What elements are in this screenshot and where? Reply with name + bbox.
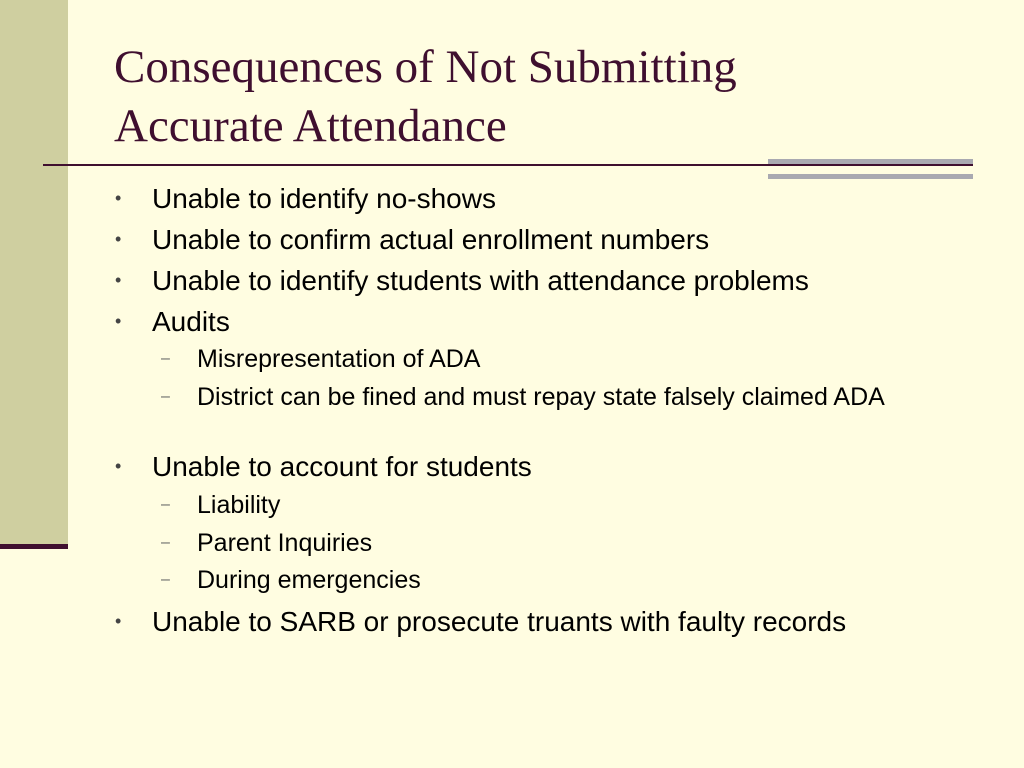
sub-bullet-item bbox=[161, 565, 897, 595]
bullet-text: Unable to identify students with attendance problems bbox=[152, 265, 809, 296]
dash-marker: – bbox=[161, 350, 170, 367]
sub-bullet-text: Parent Inquiries bbox=[197, 529, 373, 557]
bullet-text: Unable to SARB or prosecute truants with faulty records bbox=[152, 606, 847, 637]
dash-marker: – bbox=[161, 496, 170, 513]
bullet-marker: • bbox=[115, 611, 122, 631]
bullet-text: Unable to account for students bbox=[152, 451, 532, 482]
slide-title-line-1: Consequences of Not Submitting bbox=[114, 41, 737, 93]
dash-marker: – bbox=[161, 388, 170, 405]
sub-bullet-text: District can be fined and must repay state falsely claimed ADA bbox=[197, 383, 885, 411]
bullet-marker: • bbox=[115, 456, 122, 476]
bullet-marker: • bbox=[115, 188, 122, 208]
sub-bullet-item bbox=[161, 344, 897, 374]
dash-marker: – bbox=[161, 571, 170, 588]
sub-bullet-item bbox=[161, 382, 897, 412]
slide-title-line-2: Accurate Attendance bbox=[114, 100, 507, 152]
bullet-item bbox=[115, 264, 972, 297]
bullet-marker: • bbox=[115, 229, 122, 249]
bullet-marker: • bbox=[115, 311, 122, 331]
bullet-item bbox=[115, 605, 972, 638]
bullet-text: Unable to identify no-shows bbox=[152, 183, 496, 214]
bullet-text: Unable to confirm actual enrollment numbers bbox=[152, 224, 710, 255]
sub-bullet-item bbox=[161, 490, 897, 520]
sub-bullet-text: During emergencies bbox=[197, 566, 421, 594]
bullet-item bbox=[115, 305, 972, 338]
bullet-item bbox=[115, 450, 972, 483]
sub-bullet-item bbox=[161, 528, 897, 558]
bullet-item bbox=[115, 182, 972, 215]
sub-bullet-text: Misrepresentation of ADA bbox=[197, 345, 481, 373]
dash-marker: – bbox=[161, 534, 170, 551]
bullet-text: Audits bbox=[152, 306, 230, 337]
bullet-marker: • bbox=[115, 270, 122, 290]
sub-bullet-text: Liability bbox=[197, 491, 281, 519]
bullet-item bbox=[115, 223, 972, 256]
